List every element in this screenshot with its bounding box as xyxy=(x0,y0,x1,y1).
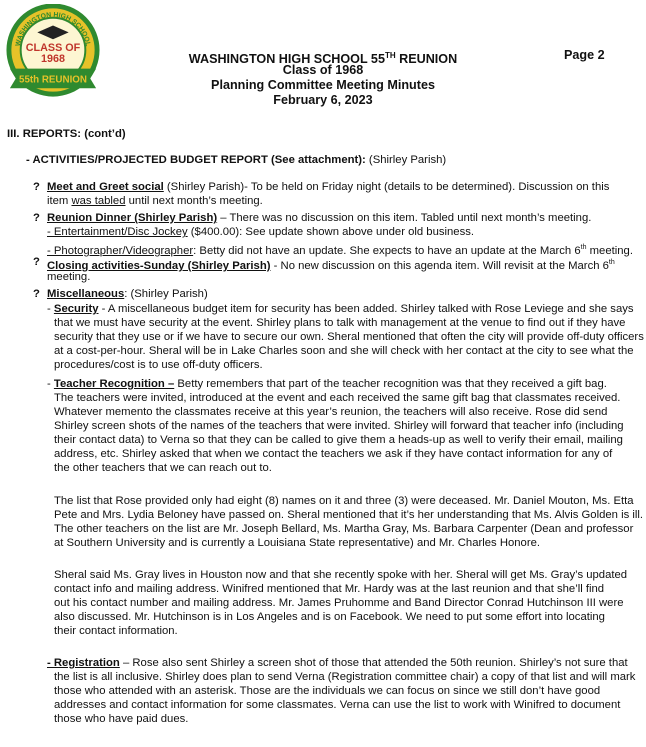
meet-greet-line2: item was tabled until next month’s meeting. xyxy=(47,195,263,207)
teacher-line-4: their contact data) to Verna so that they can be called to give them a heads-up as well to verify their email, mailing xyxy=(54,434,623,446)
miscellaneous-heading: Miscellaneous: (Shirley Parish) xyxy=(47,288,208,300)
teacher-p3-line-3: also discussed. Mr. Hutchinson is in Los Angeles and is on Facebook. We need to put some effort into locating xyxy=(54,611,605,623)
header-subtitle: Planning Committee Meeting Minutes xyxy=(211,78,435,92)
bullet-icon: ? xyxy=(33,212,40,224)
header-class: Class of 1968 xyxy=(282,63,364,77)
security-line-4: procedures/cost is to use off-duty officers. xyxy=(54,359,263,371)
registration-line-4: those who have paid dues. xyxy=(54,713,189,725)
report-heading: - ACTIVITIES/PROJECTED BUDGET REPORT (See attachment): (Shirley Parish) xyxy=(26,154,447,166)
security-line-3: at a cost-per-hour. Sheral will be in Lake Charles soon and she will check with her contact at the city to see what the xyxy=(54,345,634,357)
header-title: WASHINGTON HIGH SCHOOL 55TH REUNION xyxy=(188,51,458,67)
teacher-p2-line-1: Pete and Mrs. Lydia Beloney have passed on. Sheral mentioned that it’s her understanding that Ms. Alvis Golden is ill. xyxy=(54,509,644,521)
bullet-icon: ? xyxy=(33,181,40,193)
logo-year: 1968 xyxy=(41,52,65,65)
section-title: III. REPORTS: (cont’d) xyxy=(7,128,126,140)
entertainment-line: - Entertainment/Disc Jockey ($400.00): See update shown above under old business. xyxy=(47,226,475,238)
closing-activities-line2: meeting. xyxy=(47,271,91,283)
teacher-line-6: the other teachers that we can reach out to. xyxy=(54,462,272,474)
photographer-line: - Photographer/Videographer: Betty did not have an update. She expects to have an update at the March 6th meeting. xyxy=(47,244,633,257)
bullet-icon: ? xyxy=(33,288,40,300)
page-number: Page 2 xyxy=(564,48,605,62)
teacher-p2-line-2: The other teachers on the list are Mr. Joseph Bellard, Ms. Martha Gray, Ms. Barbara Carpenter (Dean and professor xyxy=(54,523,634,535)
security-line-2: security that they use or if we have to secure our own. Sheral mentioned that often the city will provide off-duty officers xyxy=(54,331,644,343)
meet-greet-line1: Meet and Greet social (Shirley Parish)- To be held on Friday night (details to be determined). Discussion on this xyxy=(47,181,610,193)
security-line-0: - Security - A miscellaneous budget item for security has been added. Shirley talked with Rose Leviege and she says xyxy=(47,303,634,315)
header-date: February 6, 2023 xyxy=(273,93,373,107)
teacher-line-1: The teachers were invited, introduced at the event and each received the same gift bag that classmates received. xyxy=(54,392,621,404)
teacher-line-3: Shirley screen shots of the names of the teachers that were invited. Shirley will forward that teacher info (including xyxy=(54,420,624,432)
registration-line-1: the list is all inclusive. Shirley does plan to send Verna (Registration committee chair) a copy of that list and will mark xyxy=(54,671,636,683)
registration-line-0: - Registration – Rose also sent Shirley a screen shot of those that attended the 50th reunion. Shirley’s not sure that xyxy=(47,657,628,669)
teacher-p3-line-2: out his contact number and mailing address. Mr. James Pruhomme and Band Director Conrad Hutchinson III were xyxy=(54,597,624,609)
teacher-p3-line-1: contact info and mailing address. Winifred mentioned that Mr. Hardy was at the last reunion and that she’ll find xyxy=(54,583,605,595)
registration-line-3: addresses and contact information for some classmates. Verna can use the list to work with Winifred to document xyxy=(54,699,621,711)
logo-ring-text: WASHINGTON HIGH SCHOOL xyxy=(14,11,92,47)
teacher-line-0: - Teacher Recognition – Betty remembers that part of the teacher recognition was that they received a gift bag. xyxy=(47,378,607,390)
teacher-p2-line-3: at Southern University and is currently a Louisiana State representative) and Mr. Charles Honore. xyxy=(54,537,541,549)
bullet-icon: ? xyxy=(33,256,40,268)
teacher-p3-line-4: their contact information. xyxy=(54,625,178,637)
registration-line-2: those who attended with an asterisk. Those are the individuals we can focus on since we still don’t have good xyxy=(54,685,601,697)
logo-banner: 55th REUNION xyxy=(19,74,87,86)
teacher-p2-line-0: The list that Rose provided only had eight (8) names on it and three (3) were deceased. Mr. Daniel Mouton, Ms. Etta xyxy=(54,495,634,507)
teacher-line-2: Whatever memento the classmates receive at this year’s reunion, the teachers will also receive. Rose did send xyxy=(54,406,608,418)
reunion-dinner-line: Reunion Dinner (Shirley Parish) – There was no discussion on this item. Tabled until next month’s meeting. xyxy=(47,212,592,224)
logo-class-of: CLASS OF xyxy=(25,42,81,55)
security-line-1: that we must have security at the event. Shirley plans to talk with management at the venue to find out if they have xyxy=(54,317,626,329)
closing-activities-line1: Closing activities-Sunday (Shirley Parish) - No new discussion on this agenda item. Will revisit at the March 6th xyxy=(47,259,615,272)
teacher-p3-line-0: Sheral said Ms. Gray lives in Houston now and that she recently spoke with her. Sheral will get Ms. Gray’s updated xyxy=(54,569,628,581)
teacher-line-5: address, etc. Shirley asked that when we contact the teachers we ask if they have contact information for any of xyxy=(54,448,613,460)
